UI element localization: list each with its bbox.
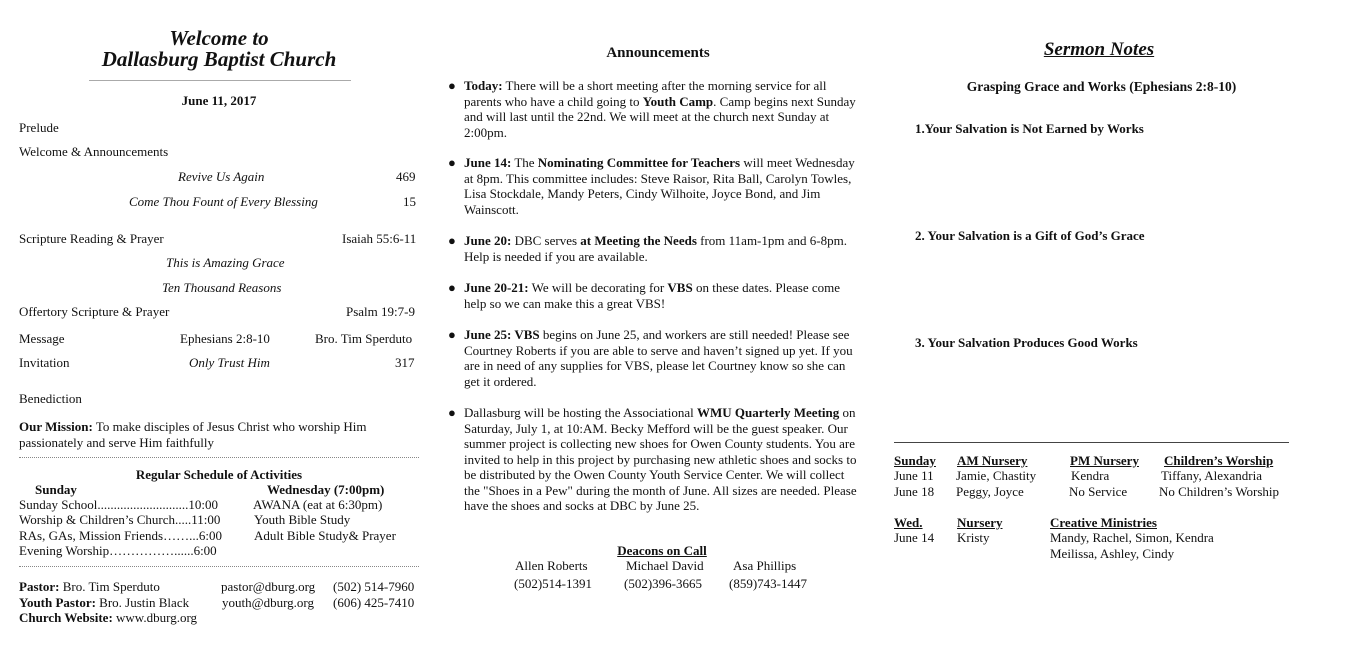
creative-ministries-workers: Meilissa, Ashley, Cindy <box>1050 546 1175 561</box>
childrens-worship-workers: Tiffany, Alexandria <box>1161 468 1262 483</box>
bullet-icon: ● <box>448 233 456 248</box>
pastor-phone: (502) 514-7960 <box>333 579 415 594</box>
order-of-worship-panel <box>19 0 419 645</box>
am-nursery-workers: Peggy, Joyce <box>956 484 1024 499</box>
am-nursery-workers: Jamie, Chastity <box>956 468 1037 483</box>
offertory-reference: Psalm 19:7-9 <box>346 304 415 319</box>
benediction: Benediction <box>19 391 82 406</box>
nursery-date: June 11 <box>894 468 934 483</box>
divider <box>89 80 351 81</box>
schedule-item: Worship & Children’s Church.....11:00 <box>19 512 221 527</box>
bullet-icon: ● <box>448 405 456 420</box>
church-website: Church Website: www.dburg.org <box>19 610 198 625</box>
sermon-notes-title: Sermon Notes <box>1043 39 1155 60</box>
hymn-number: 469 <box>396 169 416 184</box>
bulletin-date: June 11, 2017 <box>181 93 257 108</box>
deacon-name: Michael David <box>626 558 704 573</box>
hymn-number: 15 <box>403 194 416 209</box>
sermon-point: 1.Your Salvation is Not Earned by Works <box>915 121 1144 136</box>
message-speaker: Bro. Tim Sperduto <box>315 331 413 346</box>
invitation-label: Invitation <box>19 355 70 370</box>
message-reference: Ephesians 2:8-10 <box>180 331 270 346</box>
wednesday-nursery-worker: Kristy <box>957 530 990 545</box>
wednesday-date: June 14 <box>894 530 935 545</box>
wednesday-nursery-header: Nursery <box>957 515 1003 530</box>
hymn-title: Come Thou Fount of Every Blessing <box>129 194 318 209</box>
pastor-contact: Pastor: Bro. Tim Sperduto <box>19 579 160 594</box>
bullet-icon: ● <box>448 155 456 170</box>
deacon-phone: (502)396-3665 <box>624 576 702 591</box>
sermon-notes-panel <box>894 0 1294 645</box>
sermon-point: 2. Your Salvation is a Gift of God’s Grace <box>915 228 1145 243</box>
deacon-phone: (859)743-1447 <box>729 576 807 591</box>
schedule-item: Youth Bible Study <box>254 512 351 527</box>
deacon-name: Asa Phillips <box>733 558 797 573</box>
bullet-icon: ● <box>448 327 456 342</box>
divider <box>19 566 419 567</box>
announcements-panel: Announcements ● Today: There will be a short meeting after the morning service for all parents who have a child going to Youth Camp. Camp begins next Sunday and will last until the 22nd. We will meet at the church next Sunday at 2:00pm. ● June 14: The Nominating Committee for Teachers will meet Wednesday at 8pm. This committee includes: Steve Raisor, Rita Ball, Carolyn Towles, Lisa Stockdale, Mandy Peters, Cindy Wilhoite, Joyce Bond, and Jim Wainscott. ● June 20: DBC serves at Meeting the Needs from 11am-1pm and 6-8pm. Help is needed if you are available. ● June 20-21: We will be decorating for VBS on these dates. Please come help so we can make this a great VBS! ● June 25: VBS begins on June 25, and workers are still needed! Please see Courtney Roberts if you are able to serve and haven’t signed up yet. If you are in need of any supplies for VBS, please let Courtney know so she can get it ordered. ● Dallasburg will be hosting the Associational WMU Quarterly Meeting on Saturday, July 1, at 10:AM. Becky Mefford will be the guest speaker. Our summer project is collecting new shoes for Owen County students. You are invited to help in this project by purchasing new athletic shoes and socks to be distributed by the Owen County Youth Service Center. We will collect the "Shoes in a Pew" during the month of June. All sizes are needed. Please have the shoes and socks at DBC by June 25. Deacons on Call Allen Roberts Michael David Asa Phillips (502)514-1391 (502)396-3665 (859)743-1447 <box>448 0 868 645</box>
invitation-song: Only Trust Him <box>189 355 270 370</box>
scripture-reading-label: Scripture Reading & Prayer <box>19 231 164 246</box>
mission-statement: Our Mission: To make disciples of Jesus Christ who worship Him passionately and serve Him faithfully <box>19 419 367 450</box>
youth-pastor-contact: Youth Pastor: Bro. Justin Black <box>19 595 190 610</box>
deacons-title: Deacons on Call <box>617 543 707 558</box>
am-nursery-header: AM Nursery <box>957 453 1028 468</box>
schedule-sunday-header: Sunday <box>35 482 77 497</box>
divider <box>894 442 1289 443</box>
schedule-item: Sunday School............................10:00 <box>19 497 218 512</box>
hymn-title: Revive Us Again <box>178 169 265 184</box>
creative-ministries-header: Creative Ministries <box>1050 515 1157 530</box>
sermon-title: Grasping Grace and Works (Ephesians 2:8-10) <box>966 79 1237 94</box>
schedule-item: AWANA (eat at 6:30pm) <box>253 497 383 512</box>
schedule-item: Evening Worship……………......6:00 <box>19 543 217 558</box>
youth-pastor-email: youth@dburg.org <box>222 595 315 610</box>
message-label: Message <box>19 331 65 346</box>
childrens-worship-header: Children’s Worship <box>1164 453 1274 468</box>
bullet-icon: ● <box>448 280 456 295</box>
nursery-sunday-header: Sunday <box>894 453 936 468</box>
prelude: Prelude <box>19 120 59 135</box>
invitation-number: 317 <box>395 355 415 370</box>
deacon-phone: (502)514-1391 <box>514 576 592 591</box>
divider <box>19 457 419 458</box>
song-title: This is Amazing Grace <box>166 255 285 270</box>
pastor-email: pastor@dburg.org <box>221 579 316 594</box>
song-title: Ten Thousand Reasons <box>162 280 282 295</box>
announcements-title: Announcements <box>606 45 710 61</box>
schedule-wednesday-header: Wednesday (7:00pm) <box>267 482 385 497</box>
offertory-label: Offertory Scripture & Prayer <box>19 304 170 319</box>
schedule-item: RAs, GAs, Mission Friends……...6:00 <box>19 528 222 543</box>
pm-nursery-workers: Kendra <box>1071 468 1110 483</box>
welcome-announcements: Welcome & Announcements <box>19 144 169 159</box>
bullet-icon: ● <box>448 78 456 93</box>
schedule-item: Adult Bible Study& Prayer <box>254 528 396 543</box>
deacon-name: Allen Roberts <box>515 558 588 573</box>
wednesday-header: Wed. <box>894 515 923 530</box>
scripture-reference: Isaiah 55:6-11 <box>342 231 417 246</box>
pm-nursery-header: PM Nursery <box>1070 453 1139 468</box>
creative-ministries-workers: Mandy, Rachel, Simon, Kendra <box>1050 530 1214 545</box>
schedule-title: Regular Schedule of Activities <box>135 467 303 482</box>
church-welcome-heading: Welcome to Dallasburg Baptist Church <box>101 26 337 71</box>
sermon-point: 3. Your Salvation Produces Good Works <box>915 335 1138 350</box>
childrens-worship-workers: No Children’s Worship <box>1159 484 1280 499</box>
pm-nursery-workers: No Service <box>1069 484 1128 499</box>
youth-pastor-phone: (606) 425-7410 <box>333 595 415 610</box>
nursery-date: June 18 <box>894 484 935 499</box>
